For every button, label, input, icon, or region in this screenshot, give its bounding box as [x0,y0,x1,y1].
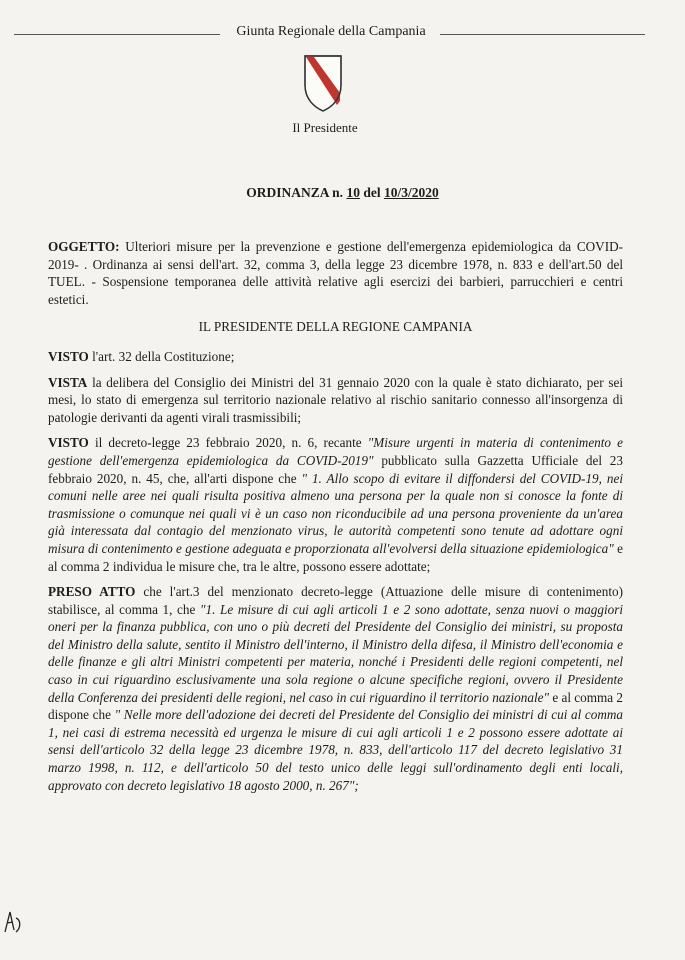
preso-atto-label: PRESO ATTO [48,584,136,600]
visto-costituzione-paragraph [48,348,623,366]
letterhead-rule-right [440,34,645,35]
oggetto-label: OGGETTO: [48,239,120,254]
visto-decreto-quote-2: " 1. Allo scopo di evitare il diffondersi del COVID-19, nei comuni nelle aree nei quali risulta positiva almeno una persona per la quale non si conosce la fonte di trasmissione o comunque nei quali vi è un caso non riconducibile ad una persona proveniente da un'area già interessata dal contagio del menzionato virus, le autorità competenti sono tenute ad adottare ogni misura di contenimento e gestione adeguata e proporzionata all'evolversi della situazione epidemiologica" [48,470,623,556]
ordinance-number: 10 [346,185,360,200]
section-heading: IL PRESIDENTE DELLA REGIONE CAMPANIA [198,319,473,335]
vista-text: la delibera del Consiglio dei Ministri del 31 gennaio 2020 con la quale è stato dichiarato, per sei mesi, lo stato di emergenza sul territorio nazionale relativo al rischio sanitario connesso all'insorgenza di patologie derivanti da agenti virali trasmissibili; [48,374,623,425]
handwritten-initials-icon [2,906,24,936]
campania-coat-of-arms-icon [302,53,344,113]
oggetto-paragraph [48,238,623,308]
visto-decreto-quote-1: "Misure urgenti in materia di contenimento e gestione dell'emergenza epidemiologica da COVID-2019" [48,435,624,468]
document-body [48,238,623,802]
preso-atto-text-1: che l'art.3 del menzionato decreto-legge (Attuazione delle misure di contenimento) stabilisce, al comma 1, che [48,584,623,617]
visto-decreto-text-1: il decreto-legge 23 febbraio 2020, n. 6, recante [94,435,368,451]
letterhead-title: Giunta Regionale della Campania [236,24,426,39]
vista-delibera-paragraph [48,374,623,427]
visto-label: VISTO [48,348,89,364]
visto-text: l'art. 32 della Costituzione; [92,348,235,364]
visto-decreto-text-3: e al comma 2 individua le misure che, tra le altre, possono essere adottate; [48,540,623,574]
visto-decreto-text-2: pubblicato sulla Gazzetta Ufficiale del 23 febbraio 2020, n. 45, che, all'arti dispone che [48,452,623,486]
ordinance-title [0,185,685,201]
visto-decreto-label: VISTO [48,435,89,451]
vista-label: VISTA [48,374,88,390]
preso-atto-paragraph [48,583,623,794]
ordinance-del: del [363,185,381,200]
president-label: Il Presidente [292,120,358,135]
ordinance-date: 10/3/2020 [383,185,439,200]
letterhead [14,22,645,42]
ordinance-label: ORDINANZA n. [246,185,344,200]
oggetto-text: Ulteriori misure per la prevenzione e gestione dell'emergenza epidemiologica da COVID-2019- . Ordinanza ai sensi dell'art. 32, comma 3, della legge 23 dicembre 1978, n. 833 e dell'art.50 del TUEL. - Sospensione temporanea delle attività relative agli esercizi dei barbieri, parrucchieri e centri estetici. [48,239,624,307]
letterhead-rule-left [14,34,220,35]
visto-decreto-paragraph [48,434,623,575]
preso-atto-text-2: e al comma 2 dispone che [48,689,624,723]
preso-atto-quote-1: "1. Le misure di cui agli articoli 1 e 2 sono adottate, senza nuovi o maggiori oneri per la finanza pubblica, con uno o più decreti del Presidente del Consiglio dei ministri, su proposta del Ministro della salute, sentito il Ministro dell'interno, il Ministro della difesa, il Ministro dell'economia e delle finanze e gli altri Ministri competenti per materia, nonché i Presidenti delle regioni competenti, nel caso in cui riguardino esclusivamente una sola regione o alcune specifiche regioni, ovvero il Presidente della Conferenza dei presidenti delle regioni, nel caso in cui riguardino il territorio nazionale" [48,601,623,705]
preso-atto-quote-2: " Nelle more dell'adozione dei decreti del Presidente del Consiglio dei ministri di cui al comma 1, nei casi di estrema necessità ed urgenza le misure di cui agli articoli 1 e 2 possono essere adottate ai sensi dell'articolo 32 della legge 23 dicembre 1978, n. 833, dell'articolo 117 del decreto legislativo 31 marzo 1998, n. 112, e dell'articolo 50 del testo unico delle leggi sull'ordinamento degli enti locali, approvato con decreto legislativo 18 agosto 2000, n. 267"; [48,707,624,793]
